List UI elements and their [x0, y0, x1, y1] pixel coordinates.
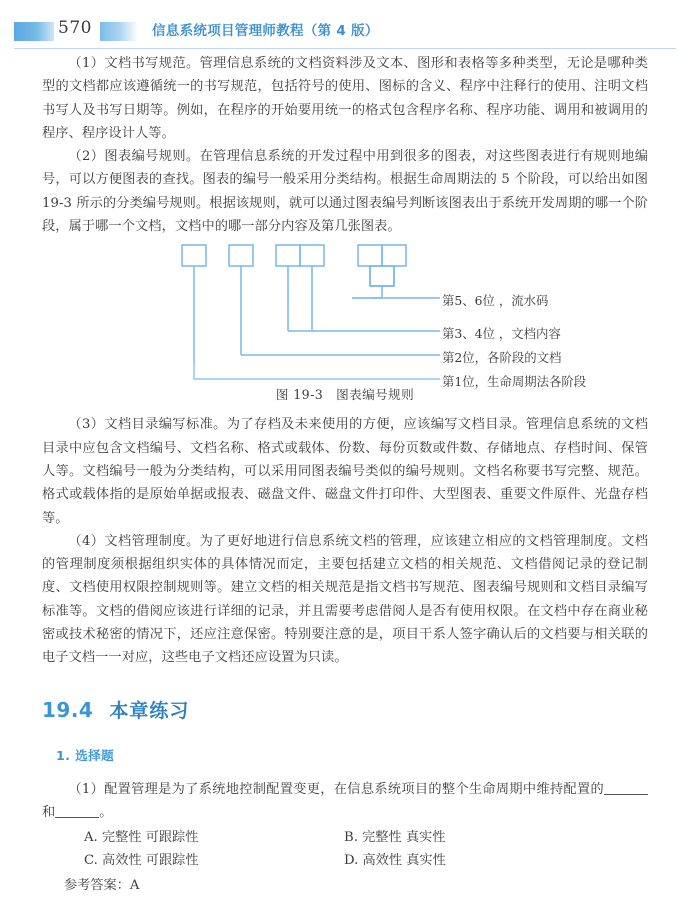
header-decoration-block-right: [100, 22, 138, 41]
quiz-answer: 参考答案：A: [64, 878, 140, 894]
figure-19-3: [42, 242, 648, 390]
figure-label-digit-3-4: 第3、4位 ，文档内容: [442, 326, 561, 342]
section-title: 本章练习: [109, 699, 190, 722]
quiz-question-conjunction: 和: [42, 804, 56, 820]
paragraph-2: （2）图表编号规则。在管理信息系统的开发过程中用到很多的图表，对这些图表进行有规则地编号，可以方便图表的查找。图表的编号一般采用分类结构。根据生命周期法的 5 个阶段，可以给出如图 19-3 所示的分类编号规则。根据该规则，就可以通过图表编号判断该图表出于系统开发周期的哪一个阶段，属于哪一个文档，文档中的哪一部分内容及第几张图表。: [42, 149, 648, 235]
subsection-heading: 1. 选择题: [56, 747, 115, 763]
page-content: [42, 52, 648, 897]
figure-label-digit-2: 第2位，各阶段的文档: [442, 350, 562, 366]
paragraph-4: （4）文档管理制度。为了更好地进行信息系统文档的管理，应该建立相应的文档管理制度。文档的管理制度须根据组织实体的具体情况而定，主要包括建立文档的相关规范、文档借阅记录的登记制度、文档使用权限控制规则等。建立文档的相关规范是指文档书写规范、图表编号规则和文档目录编写标准等。文档的借阅应该进行详细的记录，并且需要考虑借阅人是否有使用权限。在文档中存在商业秘密或技术秘密的情况下，还应注意保密。特别要注意的是，项目干系人签字确认后的文档要与相关联的电子文档一一对应，这些电子文档还应设置为只读。: [42, 533, 648, 666]
quiz-option-a[interactable]: A. 完整性 可跟踪性: [84, 830, 199, 846]
book-title: 信息系统项目管理师教程（第 4 版）: [152, 23, 379, 39]
quiz-blank-1: [604, 781, 648, 795]
quiz-question-terminator: 。: [99, 804, 113, 820]
figure-label-digit-5-6: 第5、6位 ，流水码: [442, 293, 549, 309]
header-decoration-block-left: [14, 22, 54, 41]
paragraph-3: （3）文档目录编写标准。为了存档及未来使用的方便，应该编写文档目录。管理信息系统的文档目录中应包含文档编号、文档名称、格式或载体、份数、每份页数或件数、存储地点、存档时间、保管人等。文档编号一般为分类结构，可以采用同图表编号类似的编号规则。文档名称要书写完整、规范。格式或载体指的是原始单据或报表、磁盘文件、磁盘文件打印件、大型图表、重要文件原件、光盘存档等。: [42, 417, 648, 526]
quiz-question-text: （1）配置管理是为了系统地控制配置变更，在信息系统项目的整个生命周期中维持配置的: [68, 781, 604, 797]
quiz-option-row-2: [84, 849, 604, 872]
quiz-option-d[interactable]: D. 高效性 真实性: [344, 853, 446, 869]
figure-label-digit-1: 第1位，生命周期法各阶段: [442, 374, 587, 390]
page-number: 570: [58, 18, 92, 38]
paragraph-1: （1）文档书写规范。管理信息系统的文档资料涉及文本、图形和表格等多种类型，无论是哪种类型的文档都应该遵循统一的书写规范，包括符号的使用、图标的含义、程序中注释行的使用、注明文档书写人及书写日期等。例如，在程序的开始要用统一的格式包含程序名称、程序功能、调用和被调用的程序、程序设计人等。: [42, 56, 648, 141]
quiz-options: [84, 826, 604, 872]
quiz-question-1: [42, 778, 648, 825]
quiz-option-row-1: [84, 826, 604, 849]
quiz-option-b[interactable]: B. 完整性 真实性: [344, 830, 446, 846]
quiz-blank-2: [55, 804, 99, 818]
quiz-option-c[interactable]: C. 高效性 可跟踪性: [84, 853, 199, 869]
section-number: 19.4: [42, 697, 94, 722]
section-heading: [42, 696, 648, 723]
page-header: [0, 18, 690, 48]
figure-caption: 图 19-3 图表编号规则: [275, 387, 415, 403]
header-divider: [14, 48, 676, 49]
